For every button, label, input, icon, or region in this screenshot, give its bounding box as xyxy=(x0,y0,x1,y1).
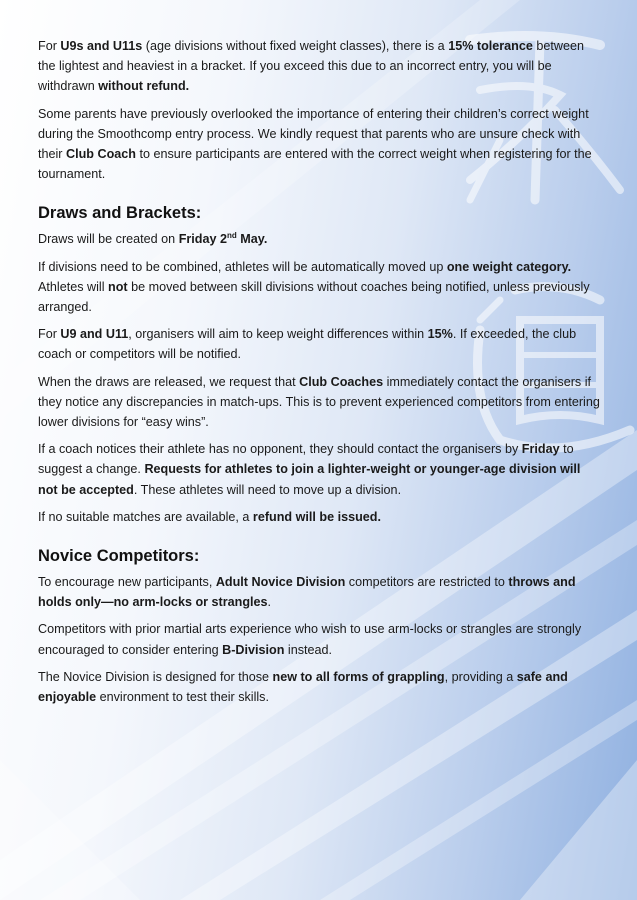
draws-heading: Draws and Brackets: xyxy=(38,204,202,223)
intro-paragraph-2: Some parents have previously overlooked the importance of entering their children’s correct weight during the Smoothcomp entry process. We kindly request that parents who are unsure check with their Club Coach to ensure participants are entered with the correct weight when registering for the tournament. xyxy=(38,106,592,182)
draws-paragraph-1: Draws will be created on Friday 2nd May. xyxy=(38,231,268,247)
draws-paragraph-6: If no suitable matches are available, a refund will be issued. xyxy=(38,509,381,524)
novice-paragraph-2: Competitors with prior martial arts experience who wish to use arm-locks or strangles are strongly encouraged to consider entering B-Division instead. xyxy=(38,622,582,657)
novice-paragraph-3: The Novice Division is designed for those new to all forms of grappling, providing a safe and enjoyable environment to test their skills. xyxy=(38,669,568,705)
draws-paragraph-4: When the draws are released, we request that Club Coaches immediately contact the organisers if they notice any discrepancies in match-ups. This is to prevent experienced competitors from entering lower divisions for “easy wins”. xyxy=(38,374,600,430)
intro-paragraph-1: For U9s and U11s (age divisions without fixed weight classes), there is a 15% tolerance between the lightest and heaviest in a bracket. If you exceed this due to an incorrect entry, you will be withdrawn without refund. xyxy=(38,39,585,94)
draws-paragraph-3: For U9 and U11, organisers will aim to keep weight differences within 15%. If exceeded, the club coach or competitors will be notified. xyxy=(38,327,577,362)
draws-paragraph-5: If a coach notices their athlete has no opponent, they should contact the organisers by Friday to suggest a change. Requests for athletes to join a lighter-weight or younger-age division will not be accepted. These athletes will need to move up a division. xyxy=(38,442,581,497)
document-body xyxy=(38,36,600,714)
novice-paragraph-1: To encourage new participants, Adult Novice Division competitors are restricted to throws and holds only—no arm-locks or strangles. xyxy=(38,575,576,610)
draws-paragraph-2: If divisions need to be combined, athletes will be automatically moved up one weight category. Athletes will not be moved between skill divisions without coaches being notified, unless previously arranged. xyxy=(38,259,590,315)
novice-heading: Novice Competitors: xyxy=(38,547,200,566)
